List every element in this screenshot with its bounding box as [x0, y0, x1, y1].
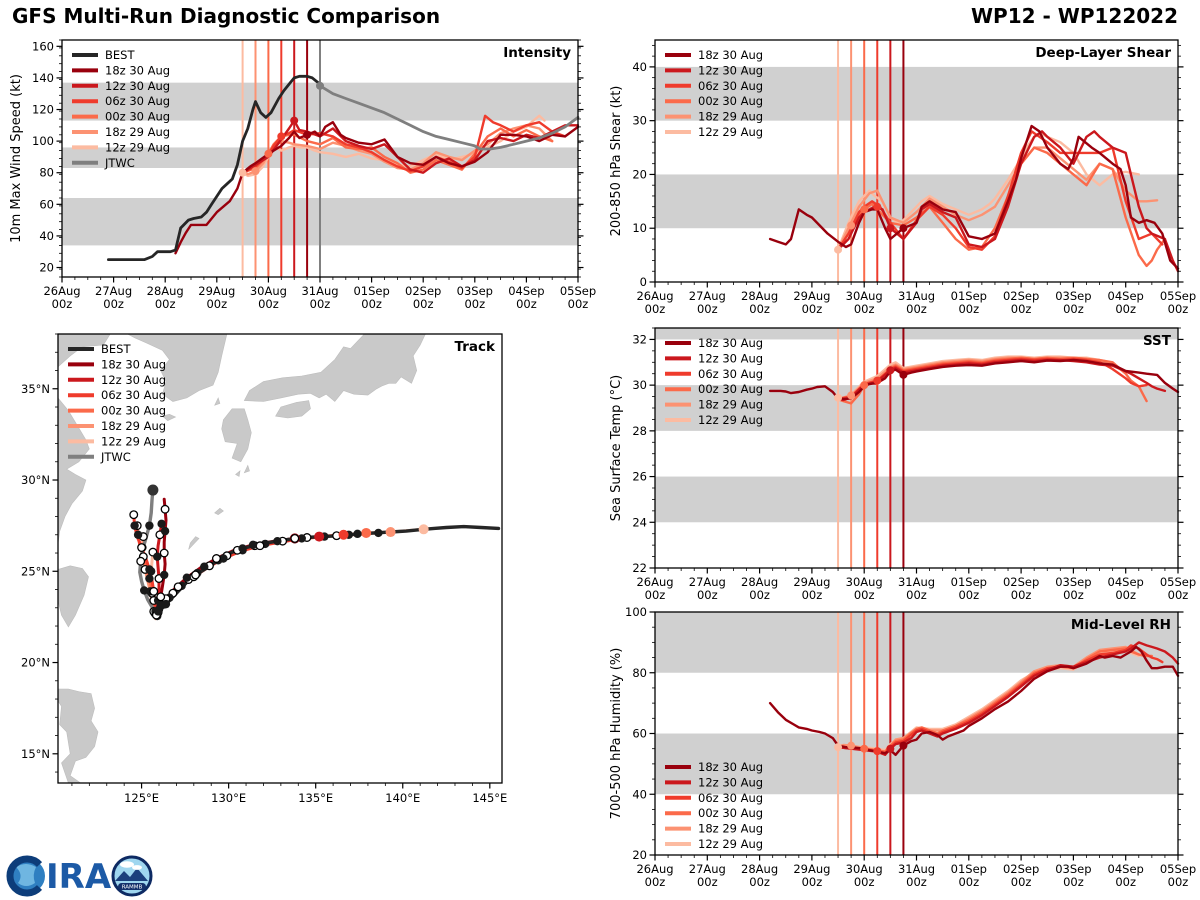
rammb-logo: [113, 857, 151, 895]
svg-text:00z: 00z: [1115, 588, 1137, 602]
svg-text:700-500 hPa Humidity (%): 700-500 hPa Humidity (%): [609, 647, 624, 820]
svg-text:20: 20: [632, 848, 647, 862]
svg-text:00z: 00z: [1115, 302, 1137, 316]
svg-text:31Aug: 31Aug: [897, 289, 936, 303]
sst-svg: [600, 322, 1200, 604]
svg-text:04Sep: 04Sep: [1107, 862, 1144, 876]
svg-text:02Sep: 02Sep: [1002, 862, 1040, 876]
svg-text:Sea Surface Temp (°C): Sea Surface Temp (°C): [609, 374, 624, 522]
svg-text:00z: 00z: [1115, 875, 1137, 889]
svg-text:00z: 00z: [567, 297, 589, 311]
svg-text:00z: 00z: [464, 297, 486, 311]
svg-text:06z 30 Aug: 06z 30 Aug: [698, 78, 764, 93]
svg-text:BEST: BEST: [105, 48, 135, 62]
svg-text:28Aug: 28Aug: [741, 289, 779, 303]
svg-text:Track: Track: [454, 339, 495, 355]
svg-text:00z: 00z: [853, 875, 875, 889]
shear-svg: [600, 28, 1200, 320]
svg-text:00z: 00z: [1010, 588, 1032, 602]
svg-text:26Aug: 26Aug: [636, 575, 674, 589]
svg-text:80: 80: [632, 665, 647, 680]
svg-text:125°E: 125°E: [124, 791, 160, 805]
svg-text:30Aug: 30Aug: [249, 284, 287, 298]
svg-text:12z 29 Aug: 12z 29 Aug: [101, 434, 167, 449]
svg-text:00z: 00z: [154, 297, 176, 311]
svg-text:00z: 00z: [749, 302, 770, 316]
svg-text:18z 29 Aug: 18z 29 Aug: [698, 109, 764, 124]
svg-text:06z 30 Aug: 06z 30 Aug: [105, 94, 171, 109]
track-svg: [0, 320, 600, 900]
svg-text:00z 30 Aug: 00z 30 Aug: [105, 109, 171, 124]
svg-text:06z 30 Aug: 06z 30 Aug: [698, 790, 764, 805]
svg-text:00z: 00z: [644, 588, 666, 602]
svg-text:29Aug: 29Aug: [793, 862, 831, 876]
svg-text:01Sep: 01Sep: [950, 862, 987, 876]
svg-text:00z: 00z: [1063, 302, 1084, 316]
rh-svg: [600, 606, 1200, 900]
svg-text:140: 140: [32, 70, 54, 85]
svg-text:29Aug: 29Aug: [793, 289, 831, 303]
svg-text:10m Max Wind Speed (kt): 10m Max Wind Speed (kt): [9, 74, 24, 243]
svg-text:18z 29 Aug: 18z 29 Aug: [698, 397, 764, 412]
svg-text:29Aug: 29Aug: [793, 575, 831, 589]
intensity-svg: [0, 28, 600, 320]
svg-text:26Aug: 26Aug: [636, 289, 674, 303]
svg-text:60: 60: [632, 726, 647, 741]
svg-text:31Aug: 31Aug: [897, 862, 936, 876]
shear-chart: [600, 28, 1200, 320]
svg-text:00z: 00z: [1167, 302, 1189, 316]
svg-text:100: 100: [625, 606, 647, 619]
svg-text:31Aug: 31Aug: [301, 284, 339, 298]
svg-text:35°N: 35°N: [21, 381, 50, 396]
svg-text:100: 100: [32, 134, 54, 149]
svg-text:03Sep: 03Sep: [1055, 289, 1092, 303]
svg-text:18z 30 Aug: 18z 30 Aug: [101, 357, 167, 372]
svg-text:130°E: 130°E: [211, 791, 247, 805]
svg-text:40: 40: [632, 59, 647, 74]
svg-text:05Sep: 05Sep: [559, 284, 597, 298]
svg-text:04Sep: 04Sep: [1107, 575, 1144, 589]
svg-text:12z 30 Aug: 12z 30 Aug: [698, 351, 764, 366]
svg-text:40: 40: [632, 787, 647, 802]
svg-text:26Aug: 26Aug: [636, 862, 674, 876]
svg-text:00z: 00z: [749, 588, 770, 602]
svg-text:Intensity: Intensity: [503, 45, 571, 61]
svg-text:RAMMB: RAMMB: [121, 884, 143, 891]
svg-text:04Sep: 04Sep: [1107, 289, 1144, 303]
svg-text:00z 30 Aug: 00z 30 Aug: [698, 806, 764, 821]
svg-text:SST: SST: [1142, 333, 1171, 349]
svg-text:12z 29 Aug: 12z 29 Aug: [105, 140, 171, 155]
svg-text:05Sep: 05Sep: [1159, 289, 1197, 303]
svg-text:29Aug: 29Aug: [198, 284, 236, 298]
svg-text:00z: 00z: [412, 297, 434, 311]
svg-text:27Aug: 27Aug: [688, 289, 726, 303]
svg-text:03Sep: 03Sep: [1055, 862, 1092, 876]
svg-text:JTWC: JTWC: [101, 449, 131, 464]
svg-text:140°E: 140°E: [385, 791, 421, 805]
svg-text:20: 20: [39, 260, 54, 275]
svg-text:01Sep: 01Sep: [950, 289, 987, 303]
svg-text:200-850 hPa Shear (kt): 200-850 hPa Shear (kt): [609, 85, 624, 237]
svg-text:160: 160: [32, 39, 54, 54]
svg-text:00z: 00z: [906, 302, 927, 316]
svg-text:30°N: 30°N: [21, 473, 50, 488]
svg-text:IRA: IRA: [46, 857, 112, 897]
svg-text:27Aug: 27Aug: [688, 575, 726, 589]
svg-text:60: 60: [39, 197, 54, 212]
svg-text:27Aug: 27Aug: [688, 862, 726, 876]
svg-text:10: 10: [632, 221, 647, 236]
svg-text:00z: 00z: [801, 875, 823, 889]
svg-text:00z: 00z: [696, 875, 718, 889]
svg-text:30: 30: [632, 113, 647, 128]
svg-text:18z 29 Aug: 18z 29 Aug: [101, 419, 167, 433]
svg-text:Deep-Layer Shear: Deep-Layer Shear: [1035, 45, 1171, 61]
svg-text:03Sep: 03Sep: [1055, 575, 1092, 589]
svg-text:12z 30 Aug: 12z 30 Aug: [105, 78, 171, 93]
svg-text:00z: 00z: [906, 875, 927, 889]
svg-text:12z 29 Aug: 12z 29 Aug: [698, 837, 764, 851]
svg-text:01Sep: 01Sep: [950, 575, 987, 589]
svg-text:02Sep: 02Sep: [405, 284, 442, 298]
svg-text:80: 80: [39, 165, 54, 180]
svg-text:00z: 00z: [309, 297, 331, 311]
svg-text:30: 30: [632, 378, 647, 393]
svg-text:00z: 00z: [906, 588, 927, 602]
svg-text:145°E: 145°E: [472, 791, 508, 805]
storm-id-title: WP12 - WP122022: [971, 4, 1178, 28]
svg-text:00z: 00z: [644, 302, 666, 316]
svg-text:06z 30 Aug: 06z 30 Aug: [101, 388, 167, 403]
svg-text:00z 30 Aug: 00z 30 Aug: [101, 403, 167, 418]
svg-text:00z: 00z: [853, 588, 875, 602]
svg-text:00z: 00z: [1167, 875, 1189, 889]
svg-text:22: 22: [632, 561, 647, 575]
svg-text:18z 30 Aug: 18z 30 Aug: [698, 760, 764, 774]
svg-text:32: 32: [632, 332, 647, 347]
svg-text:12z 29 Aug: 12z 29 Aug: [698, 125, 764, 139]
svg-text:135°E: 135°E: [298, 791, 334, 805]
svg-text:02Sep: 02Sep: [1002, 575, 1040, 589]
svg-text:12z 30 Aug: 12z 30 Aug: [698, 63, 764, 78]
svg-text:Mid-Level RH: Mid-Level RH: [1070, 617, 1171, 633]
svg-text:00z: 00z: [958, 302, 980, 316]
svg-text:05Sep: 05Sep: [1159, 575, 1197, 589]
sst-chart: [600, 322, 1200, 604]
svg-text:0: 0: [639, 275, 647, 289]
svg-text:15°N: 15°N: [21, 746, 50, 761]
svg-text:03Sep: 03Sep: [456, 284, 493, 298]
svg-text:JTWC: JTWC: [105, 155, 135, 170]
rh-chart: [600, 606, 1200, 900]
track-chart: [0, 320, 600, 900]
svg-text:40: 40: [39, 228, 54, 243]
svg-text:00z: 00z: [749, 875, 770, 889]
svg-text:26Aug: 26Aug: [43, 284, 81, 298]
svg-text:12z 30 Aug: 12z 30 Aug: [101, 372, 167, 387]
intensity-chart: [0, 28, 600, 320]
svg-text:18z 30 Aug: 18z 30 Aug: [698, 48, 764, 62]
svg-text:27Aug: 27Aug: [95, 284, 133, 298]
svg-text:30Aug: 30Aug: [845, 289, 883, 303]
svg-text:00z: 00z: [644, 875, 666, 889]
svg-text:00z 30 Aug: 00z 30 Aug: [698, 382, 764, 397]
svg-text:00z: 00z: [51, 297, 73, 311]
svg-text:30Aug: 30Aug: [845, 575, 883, 589]
svg-text:28Aug: 28Aug: [741, 575, 779, 589]
svg-text:20: 20: [632, 167, 647, 182]
svg-text:00z: 00z: [1010, 302, 1032, 316]
svg-text:00z: 00z: [696, 302, 718, 316]
svg-text:12z 29 Aug: 12z 29 Aug: [698, 413, 764, 427]
svg-text:28Aug: 28Aug: [741, 862, 779, 876]
svg-text:02Sep: 02Sep: [1002, 289, 1040, 303]
svg-text:00z: 00z: [1167, 588, 1189, 602]
svg-text:00z: 00z: [958, 875, 980, 889]
svg-text:BEST: BEST: [101, 342, 131, 356]
svg-text:00z: 00z: [853, 302, 875, 316]
cira-logo: [10, 857, 112, 897]
svg-text:00z: 00z: [801, 302, 823, 316]
svg-text:00z: 00z: [206, 297, 228, 311]
svg-text:28Aug: 28Aug: [146, 284, 184, 298]
svg-text:06z 30 Aug: 06z 30 Aug: [698, 366, 764, 381]
svg-text:00z: 00z: [1010, 875, 1032, 889]
svg-text:00z: 00z: [361, 297, 382, 311]
svg-text:00z: 00z: [958, 588, 980, 602]
svg-text:00z 30 Aug: 00z 30 Aug: [698, 94, 764, 109]
svg-text:28: 28: [632, 423, 647, 438]
svg-text:30Aug: 30Aug: [845, 862, 883, 876]
svg-text:25°N: 25°N: [21, 564, 50, 579]
svg-text:24: 24: [632, 515, 647, 530]
svg-text:20°N: 20°N: [21, 655, 50, 670]
svg-text:00z: 00z: [516, 297, 537, 311]
svg-text:18z 30 Aug: 18z 30 Aug: [698, 336, 764, 350]
page-title: GFS Multi-Run Diagnostic Comparison: [12, 4, 441, 28]
svg-text:18z 29 Aug: 18z 29 Aug: [105, 125, 171, 139]
svg-text:00z: 00z: [1063, 875, 1084, 889]
svg-text:04Sep: 04Sep: [508, 284, 545, 298]
svg-text:01Sep: 01Sep: [353, 284, 390, 298]
svg-text:00z: 00z: [103, 297, 124, 311]
svg-text:31Aug: 31Aug: [897, 575, 936, 589]
svg-text:05Sep: 05Sep: [1159, 862, 1197, 876]
svg-text:00z: 00z: [801, 588, 823, 602]
svg-text:00z: 00z: [696, 588, 718, 602]
svg-text:12z 30 Aug: 12z 30 Aug: [698, 775, 764, 790]
svg-text:00z: 00z: [258, 297, 279, 311]
footer-logos: [6, 850, 266, 898]
svg-text:120: 120: [32, 102, 54, 117]
svg-text:00z: 00z: [1063, 588, 1084, 602]
svg-text:18z 30 Aug: 18z 30 Aug: [105, 63, 171, 78]
svg-text:26: 26: [632, 469, 647, 484]
svg-text:18z 29 Aug: 18z 29 Aug: [698, 821, 764, 836]
